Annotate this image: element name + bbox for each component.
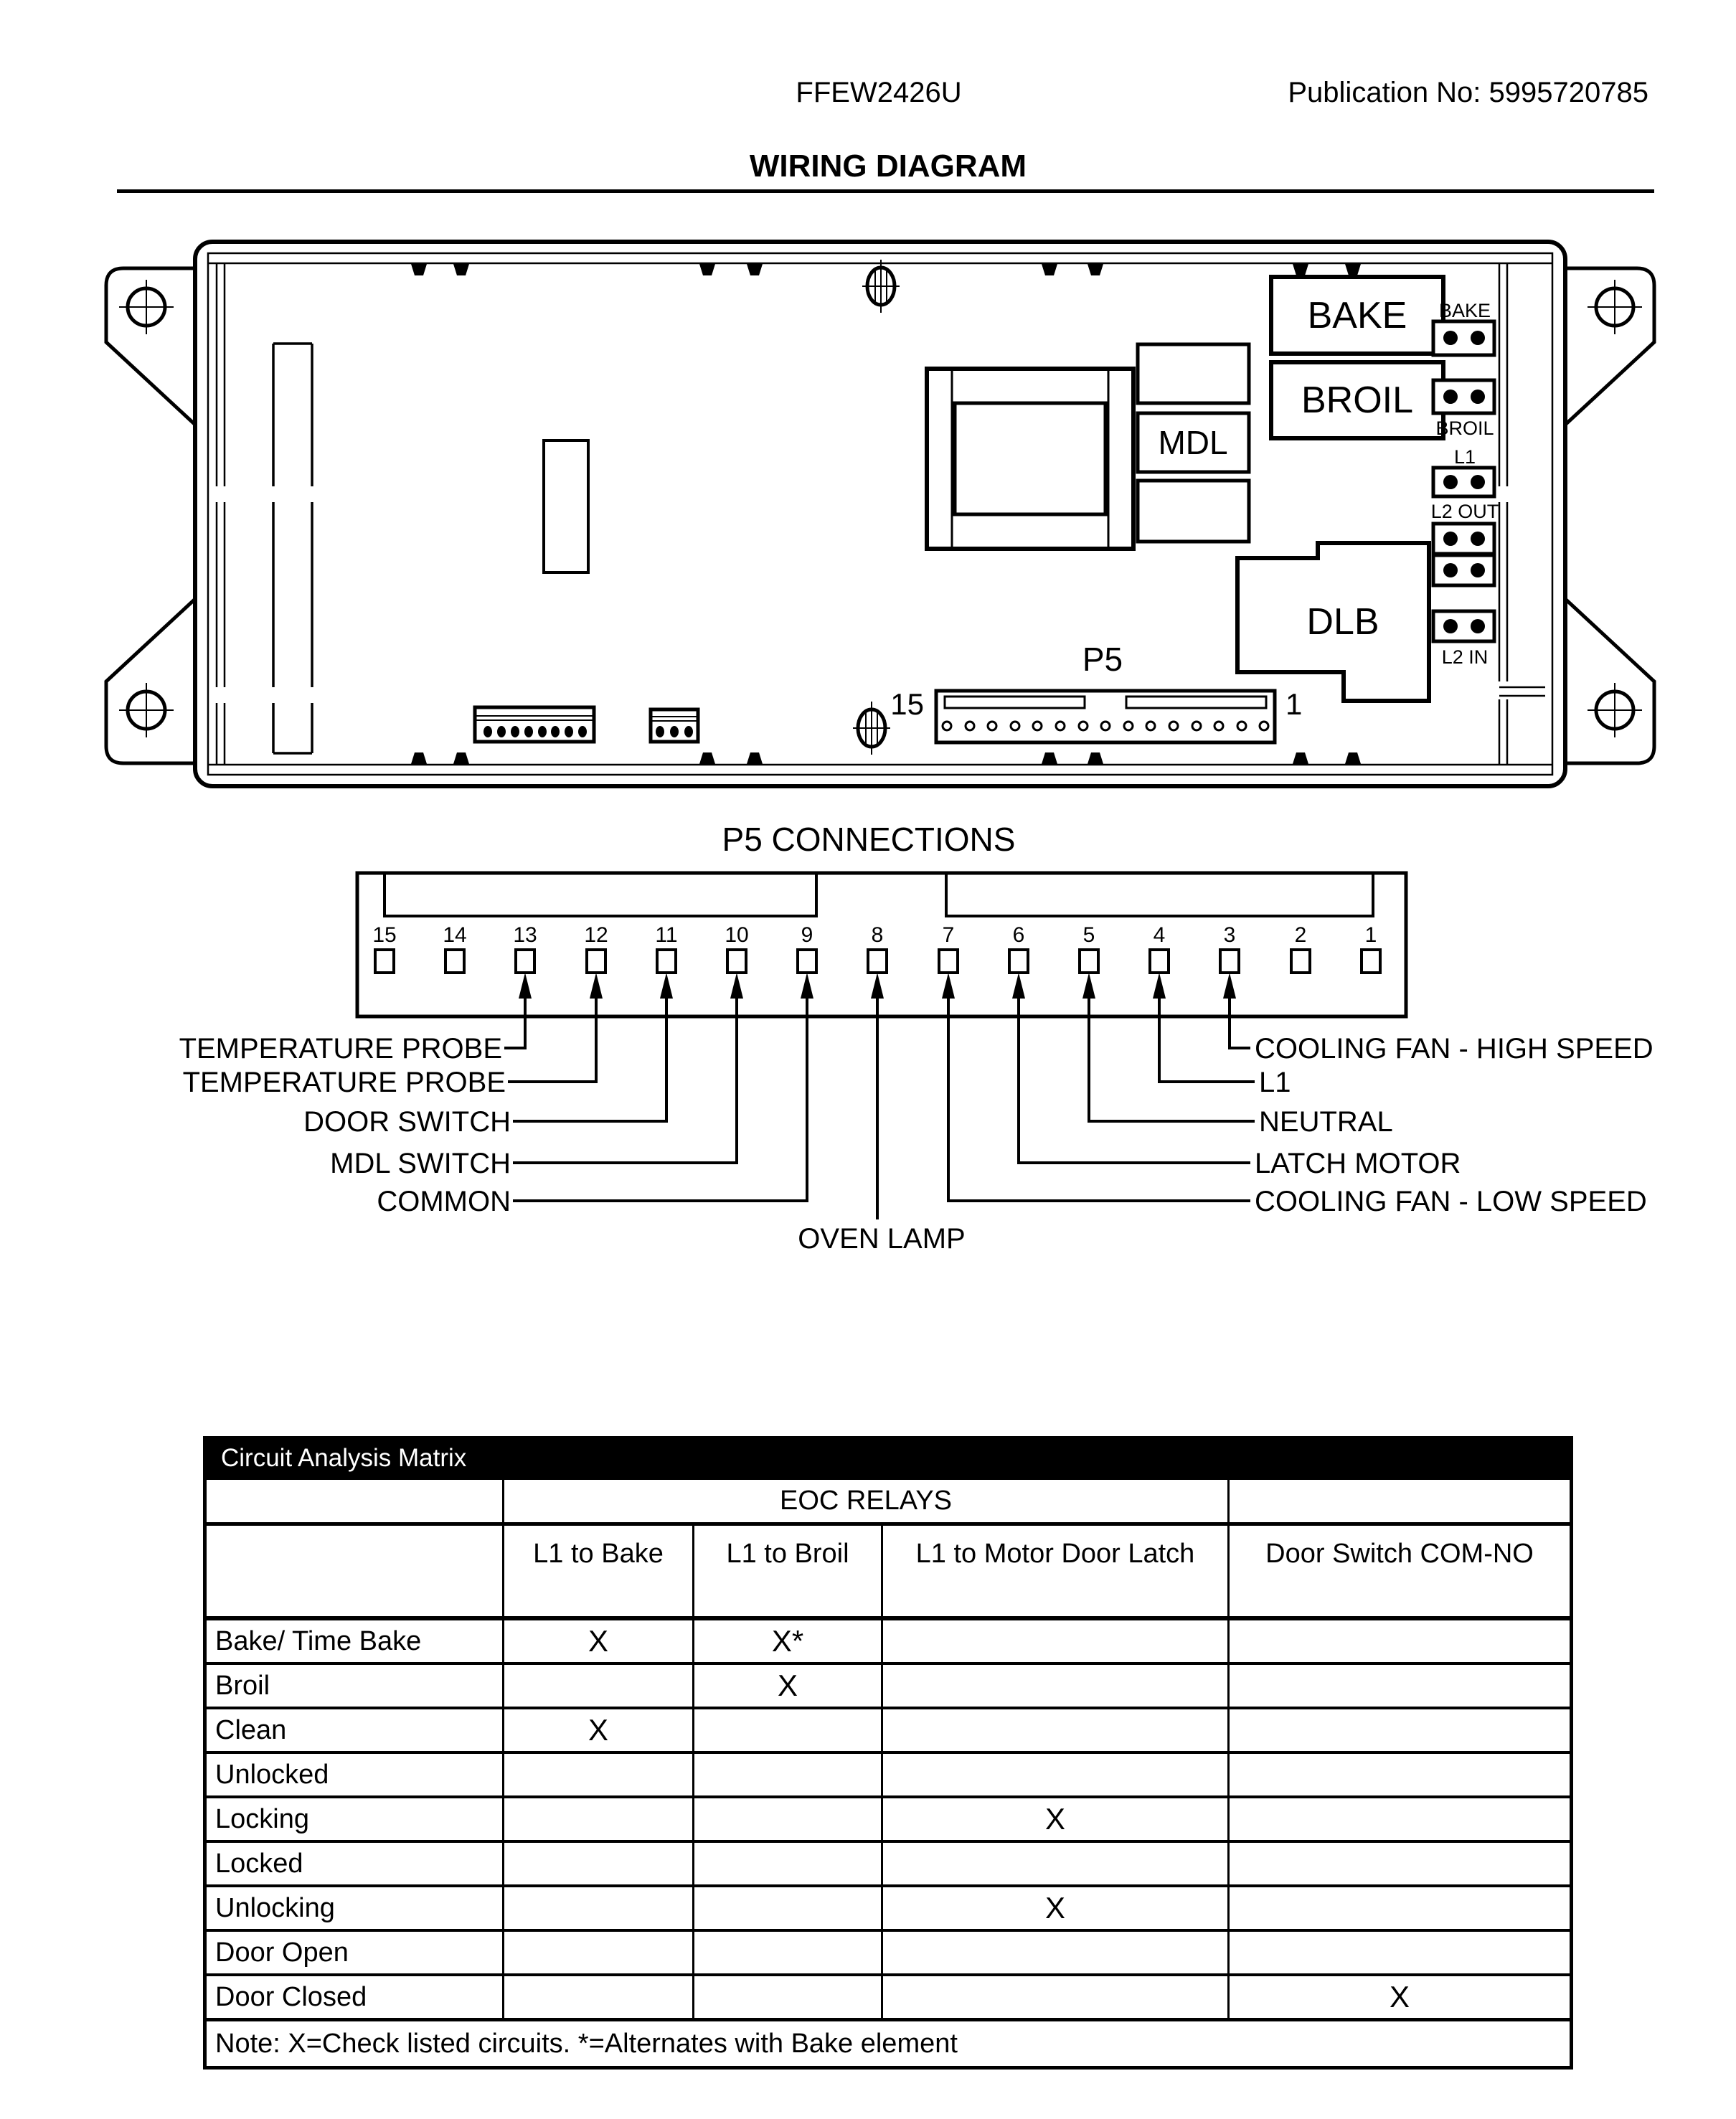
pin5-label: NEUTRAL: [1259, 1106, 1393, 1138]
pin9-label: COMMON: [377, 1186, 511, 1217]
col-header-l1-mdl: L1 to Motor Door Latch: [882, 1524, 1229, 1619]
terminal-label-l1: L1: [1453, 446, 1476, 468]
matrix-row-label: Locking: [205, 1797, 504, 1841]
matrix-row-label: Clean: [205, 1708, 504, 1752]
col-header-l1-bake: L1 to Bake: [504, 1524, 694, 1619]
matrix-cell: X: [1229, 1975, 1572, 2020]
matrix-cell: X: [504, 1618, 694, 1663]
matrix-cell: [1229, 1752, 1572, 1797]
matrix-cell: [694, 1975, 882, 2020]
matrix-row: [205, 1975, 1572, 2020]
p5-key-slot-right: [946, 873, 1373, 916]
matrix-row-label: Door Closed: [205, 1975, 504, 2020]
mounting-bracket-left: [106, 268, 195, 763]
eoc-relays-header: EOC RELAYS: [504, 1478, 1229, 1524]
matrix-cell: [882, 1975, 1229, 2020]
svg-text:7: 7: [942, 923, 955, 947]
matrix-cell: [694, 1886, 882, 1930]
matrix-note: Note: X=Check listed circuits. *=Alternates with Bake element: [205, 2020, 1572, 2068]
svg-text:11: 11: [655, 923, 678, 947]
small-component: [544, 440, 588, 572]
terminal-column: [1431, 300, 1499, 668]
p5-key-slot-left: [385, 873, 816, 916]
matrix-cell: [504, 1930, 694, 1975]
matrix-cell: [504, 1886, 694, 1930]
matrix-cell: X: [882, 1886, 1229, 1930]
p5-connections-section: [179, 821, 1654, 1255]
pin7-label: COOLING FAN - LOW SPEED: [1255, 1186, 1647, 1217]
matrix-cell: [1229, 1841, 1572, 1886]
matrix-row: [205, 1752, 1572, 1797]
pin12-label: TEMPERATURE PROBE: [182, 1067, 506, 1098]
svg-text:1: 1: [1364, 923, 1377, 947]
mdl-label: MDL: [1158, 424, 1228, 461]
svg-text:8: 8: [871, 923, 884, 947]
control-board: [106, 242, 1654, 786]
p5-connections-title: P5 CONNECTIONS: [722, 821, 1016, 858]
terminal-label-bake: BAKE: [1438, 300, 1491, 321]
matrix-row-label: Unlocked: [205, 1752, 504, 1797]
col-header-l1-broil: L1 to Broil: [694, 1524, 882, 1619]
page-title: WIRING DIAGRAM: [749, 148, 1027, 184]
matrix-row-label: Broil: [205, 1663, 504, 1708]
matrix-cell: [504, 1975, 694, 2020]
pin-arrows: [519, 973, 1236, 999]
matrix-cell: [882, 1663, 1229, 1708]
svg-text:13: 13: [513, 923, 537, 947]
dlb-label: DLB: [1306, 601, 1379, 643]
matrix-cell: X: [694, 1663, 882, 1708]
matrix-row-label: Bake/ Time Bake: [205, 1618, 504, 1663]
matrix-row: [205, 1708, 1572, 1752]
p5-pin15-label: 15: [890, 687, 924, 721]
svg-text:3: 3: [1223, 923, 1236, 947]
matrix-row: [205, 1930, 1572, 1975]
matrix-row: [205, 1618, 1572, 1663]
matrix-row-label: Door Open: [205, 1930, 504, 1975]
connector-8pin: [475, 707, 594, 742]
svg-text:5: 5: [1082, 923, 1095, 947]
svg-text:4: 4: [1153, 923, 1166, 947]
svg-text:6: 6: [1012, 923, 1025, 947]
matrix-cell: [1229, 1663, 1572, 1708]
matrix-cell: [1229, 1708, 1572, 1752]
empty-cell: [1229, 1478, 1572, 1524]
matrix-group-row: [205, 1478, 1572, 1524]
matrix-cell: [1229, 1886, 1572, 1930]
transformer-block: [927, 369, 1133, 549]
pin11-label: DOOR SWITCH: [303, 1106, 511, 1138]
matrix-cell: [882, 1930, 1229, 1975]
matrix-row: [205, 1841, 1572, 1886]
bake-relay-label: BAKE: [1307, 295, 1407, 336]
matrix-cell: [694, 1797, 882, 1841]
pin4-label: L1: [1259, 1067, 1291, 1098]
matrix-cell: X*: [694, 1618, 882, 1663]
svg-text:10: 10: [725, 923, 749, 947]
svg-text:2: 2: [1294, 923, 1307, 947]
matrix-title-row: [205, 1438, 1572, 1479]
leader-lines: [504, 996, 1255, 1219]
matrix-cell: [1229, 1618, 1572, 1663]
svg-text:15: 15: [372, 923, 397, 947]
connector-3pin: [651, 709, 698, 742]
matrix-cell: [504, 1841, 694, 1886]
left-connection-labels: [179, 1033, 511, 1217]
svg-text:14: 14: [443, 923, 467, 947]
matrix-cell: [882, 1708, 1229, 1752]
matrix-cell: [694, 1930, 882, 1975]
publication-number: Publication No: 5995720785: [1288, 77, 1648, 108]
pin10-label: MDL SWITCH: [330, 1148, 511, 1179]
matrix-note-row: [205, 2020, 1572, 2068]
matrix-cell: [1229, 1797, 1572, 1841]
matrix-title: Circuit Analysis Matrix: [205, 1438, 1572, 1479]
model-number: FFEW2426U: [796, 77, 962, 108]
matrix-cell: [882, 1841, 1229, 1886]
matrix-row: [205, 1797, 1572, 1841]
p5-ref-label: P5: [1082, 641, 1123, 678]
terminal-label-l2-in: L2 IN: [1441, 646, 1489, 668]
mounting-bracket-right: [1565, 268, 1654, 763]
empty-cell: [205, 1478, 504, 1524]
broil-relay-label: BROIL: [1301, 379, 1414, 421]
matrix-cell: [882, 1618, 1229, 1663]
svg-text:12: 12: [584, 923, 608, 947]
matrix-cell: X: [882, 1797, 1229, 1841]
matrix-cell: [694, 1708, 882, 1752]
matrix-cell: [504, 1663, 694, 1708]
matrix-cell: [504, 1752, 694, 1797]
terminal-label-broil: BROIL: [1435, 417, 1494, 439]
matrix-row-label: Unlocking: [205, 1886, 504, 1930]
empty-cell: [205, 1524, 504, 1619]
svg-text:9: 9: [801, 923, 813, 947]
matrix-column-header-row: [205, 1524, 1572, 1619]
terminal-label-l2-out: L2 OUT: [1430, 501, 1499, 522]
matrix-row: [205, 1663, 1572, 1708]
mdl-relay-stack: [1138, 344, 1249, 542]
matrix-cell: [694, 1841, 882, 1886]
pin-squares: [375, 950, 1380, 973]
circuit-analysis-matrix: [203, 1436, 1573, 2070]
title-underline: [117, 189, 1654, 193]
right-connection-labels: [1255, 1033, 1654, 1217]
matrix-cell: [1229, 1930, 1572, 1975]
pin6-label: LATCH MOTOR: [1255, 1148, 1461, 1179]
matrix-cell: [694, 1752, 882, 1797]
pin3-label: COOLING FAN - HIGH SPEED: [1255, 1033, 1654, 1065]
pin-numbers: [372, 923, 1377, 947]
p5-pin1-label: 1: [1286, 687, 1303, 721]
matrix-cell: X: [504, 1708, 694, 1752]
pin13-label: TEMPERATURE PROBE: [179, 1033, 502, 1065]
matrix-row-label: Locked: [205, 1841, 504, 1886]
col-header-door-switch: Door Switch COM-NO: [1229, 1524, 1572, 1619]
matrix-row: [205, 1886, 1572, 1930]
matrix-cell: [882, 1752, 1229, 1797]
pin8-label: OVEN LAMP: [798, 1223, 966, 1255]
matrix-cell: [504, 1797, 694, 1841]
